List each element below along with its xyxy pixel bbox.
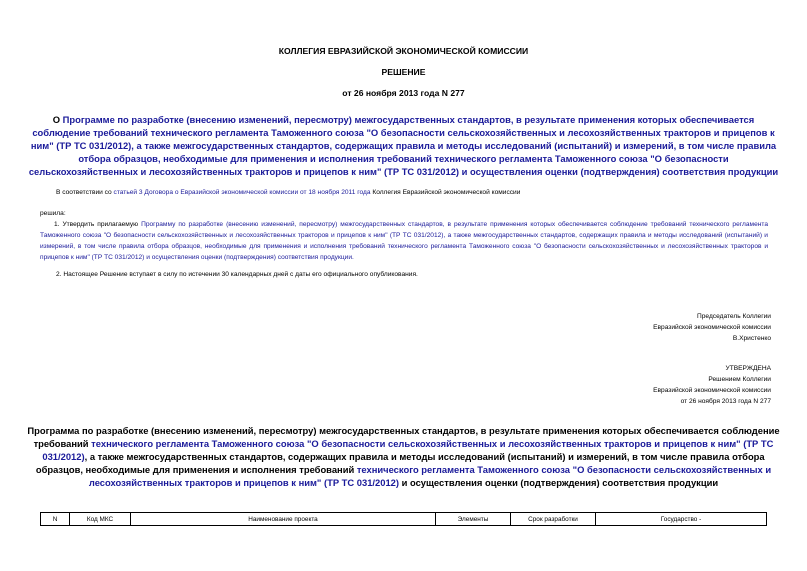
program-table — [40, 512, 767, 526]
item-1-paragraph — [40, 219, 768, 263]
item-2-paragraph: 2. Настоящее Решение вступает в силу по истечении 30 календарных дней с даты его официального опубликования. — [56, 271, 418, 278]
program-link[interactable]: Программу по разработке (внесению изменений, пересмотру) межгосударственных стандартов, в результате применения которых обеспечивается соблюдение требований технического регламента Таможенного союза "О безопасности сельскохозяйственных и лесохозяйственных тракторов и прицепов к ним" (ТР ТС 031/2012), а также межгосударственных стандартов, содержащих правила и методы исследований (испытаний) и измерений, в том числе правила отбора образцов, необходимые для применения и исполнения требований технического регламента Таможенного союза "О безопасности сельскохозяйственных и лесохозяйственных тракторов и прицепов к ним" (ТР ТС 031/2012) и осуществления оценки (подтверждения) соответствия продукции. — [40, 221, 768, 261]
org-heading: КОЛЛЕГИЯ ЕВРАЗИЙСКОЙ ЭКОНОМИЧЕСКОЙ КОМИССИИ — [278, 46, 529, 56]
column-header-elements: Элементы — [436, 513, 511, 526]
doc-type-heading: РЕШЕНИЕ — [381, 67, 426, 77]
regulation-link-1[interactable]: технического регламента Таможенного союза "О безопасности сельскохозяйственных и лесохозяйственных тракторов и прицепов к ним" (ТР ТС 031/2012) — [42, 438, 774, 462]
signature-name: В.Христенко — [732, 335, 771, 342]
title-prefix: О — [52, 114, 63, 125]
column-header-number: N — [41, 513, 70, 526]
approval-line-2: Решением Коллегии — [708, 376, 771, 383]
doc-date: от 26 ноября 2013 года N 277 — [342, 88, 465, 98]
intro-after: Коллегия Евразийской экономической комиссии — [370, 189, 521, 196]
intro-paragraph — [56, 187, 776, 198]
signature-org: Евразийской экономической комиссии — [653, 324, 771, 331]
approval-line-4: от 26 ноября 2013 года N 277 — [680, 398, 771, 405]
program-title — [22, 424, 785, 489]
table-header-row — [41, 513, 767, 526]
column-header-project-name: Наименование проекта — [131, 513, 436, 526]
resolved-label: решила: — [40, 210, 66, 217]
intro-before: В соответствии со — [56, 189, 114, 196]
item-1-before: 1. Утвердить прилагаемую — [54, 221, 142, 228]
signature-block — [653, 311, 771, 344]
program-title-part-1: Программа по разработке (внесению изменений, пересмотру) межгосударственных стандартов, в результате применения которых обеспечивается соблюдение требований — [27, 425, 780, 449]
signature-position: Председатель Коллегии — [697, 313, 771, 320]
column-header-deadline: Срок разработки — [511, 513, 596, 526]
regulation-link-2[interactable]: технического регламента Таможенного союза "О безопасности сельскохозяйственных и лесохозяйственных тракторов и прицепов к ним" (ТР ТС 031/2012) — [88, 464, 772, 488]
document-title — [28, 113, 779, 178]
column-header-state: Государство - — [596, 513, 767, 526]
approval-block — [653, 363, 771, 407]
treaty-article-link[interactable]: статьей 3 Договора о Евразийской экономической комиссии от 18 ноября 2011 года — [113, 189, 371, 196]
title-link[interactable]: Программе по разработке (внесению изменений, пересмотру) межгосударственных стандартов, в результате применения которых обеспечивается соблюдение требований технического регламента Таможенного союза "О безопасности сельскохозяйственных и лесохозяйственных тракторов и прицепов к ним" (ТР ТС 031/2012), а также межгосударственных стандартов, содержащих правила и методы исследований (испытаний) и измерений, в том числе правила отбора образцов, необходимые для применения и исполнения требований технического регламента Таможенного союза "О безопасности сельскохозяйственных и лесохозяйственных тракторов и прицепов к ним" (ТР ТС 031/2012) и осуществления оценки (подтверждения) соответствия продукции — [28, 114, 779, 177]
program-title-part-3: и осуществления оценки (подтверждения) соответствия продукции — [399, 477, 719, 488]
column-header-mks-code: Код МКС — [70, 513, 131, 526]
approval-line-1: УТВЕРЖДЕНА — [725, 365, 771, 372]
program-title-part-2: , а также межгосударственных стандартов, содержащих правила и методы исследований (испытаний) и измерений, в том числе правила отбора образцов, необходимые для применения и исполнения требований — [35, 451, 765, 475]
approval-line-3: Евразийской экономической комиссии — [653, 387, 771, 394]
